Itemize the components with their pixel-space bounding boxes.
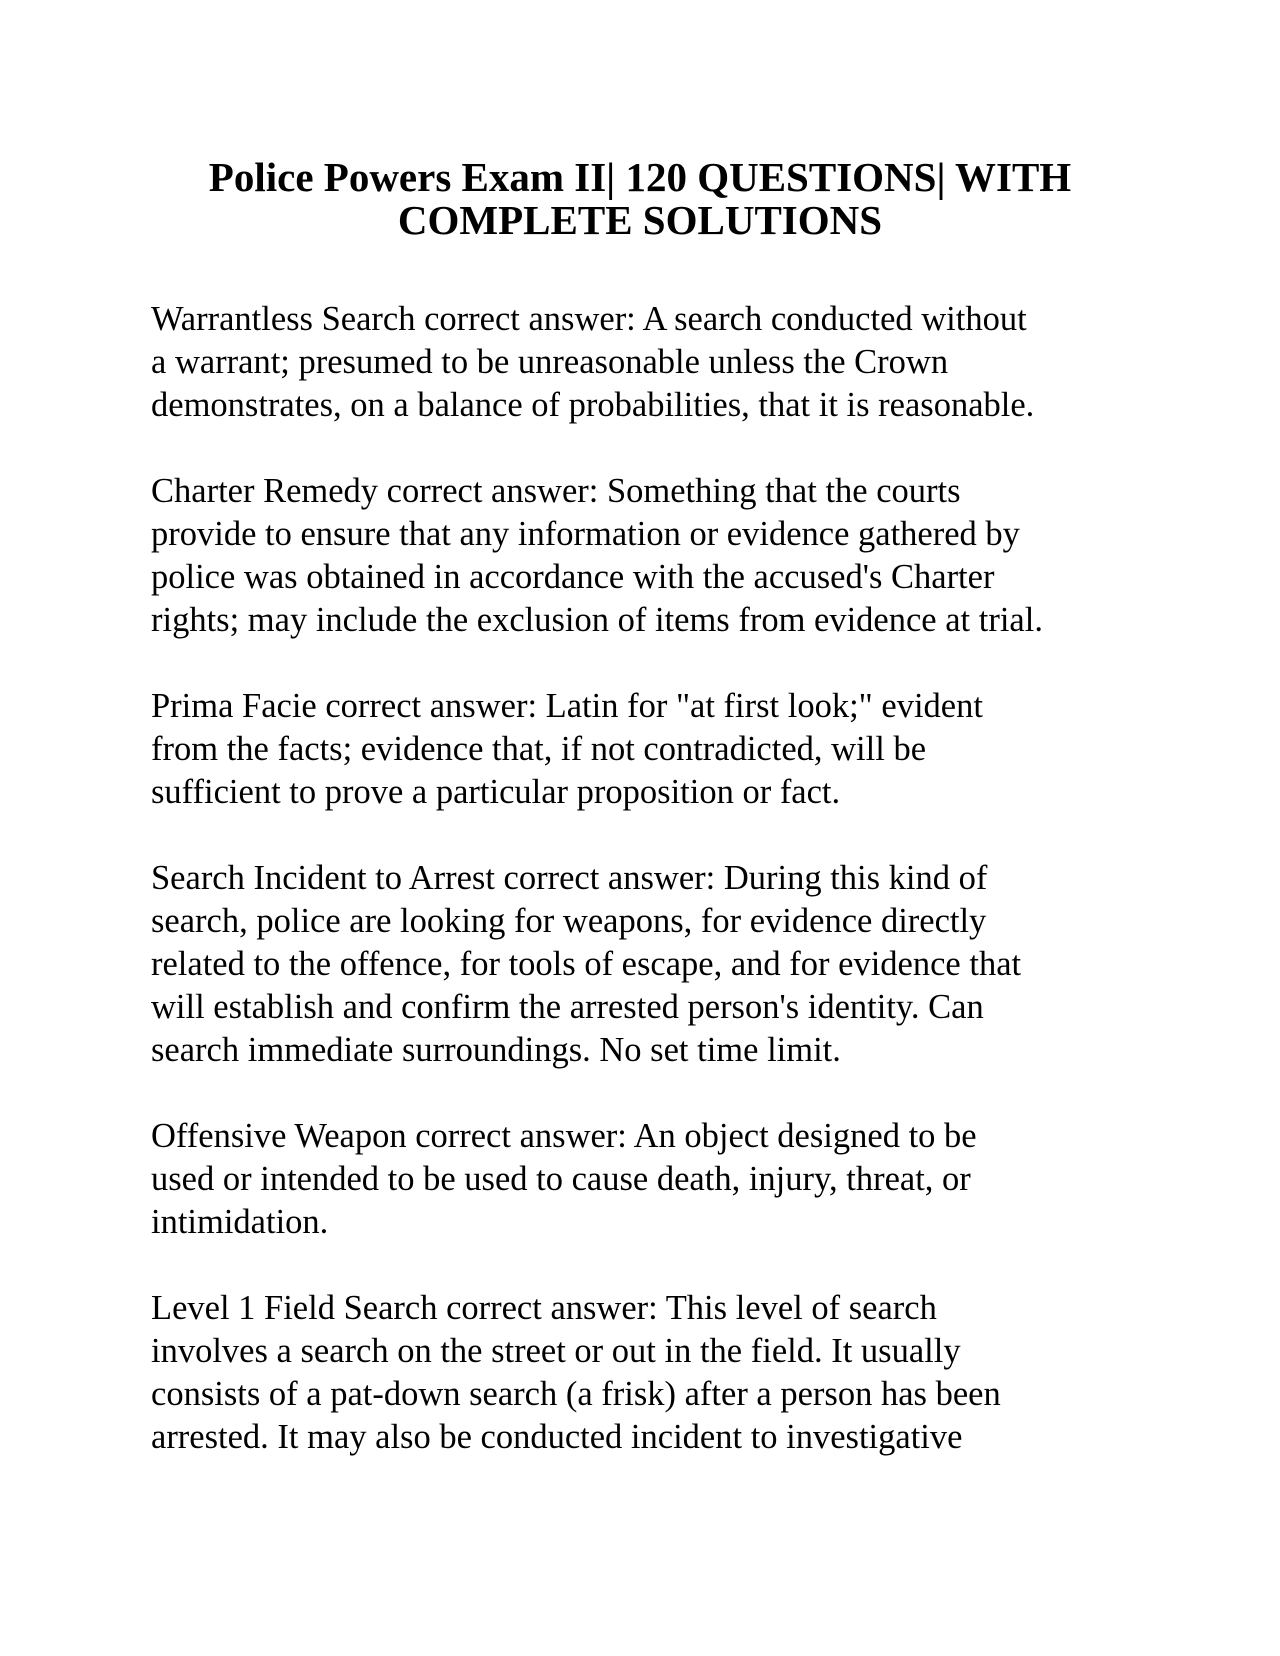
qa-entry-search-incident-to-arrest xyxy=(151,857,1141,1072)
entry-line: from the facts; evidence that, if not contradicted, will be xyxy=(151,730,927,768)
entry-line: Search Incident to Arrest correct answer: During this kind of xyxy=(151,859,988,897)
qa-entry-warrantless-search xyxy=(151,298,1141,427)
entry-line: Level 1 Field Search correct answer: This level of search xyxy=(151,1289,937,1327)
qa-entry-prima-facie xyxy=(151,685,1141,814)
qa-entry-level-1-field-search xyxy=(151,1287,1141,1459)
entry-line: provide to ensure that any information or evidence gathered by xyxy=(151,515,1020,553)
entry-line: Prima Facie correct answer: Latin for "at first look;" evident xyxy=(151,687,983,725)
entry-line: consists of a pat-down search (a frisk) after a person has been xyxy=(151,1375,1001,1413)
entry-line: a warrant; presumed to be unreasonable unless the Crown xyxy=(151,343,949,381)
entry-line: demonstrates, on a balance of probabilities, that it is reasonable. xyxy=(151,386,1035,424)
qa-entry-charter-remedy xyxy=(151,470,1141,642)
document-title xyxy=(140,151,1140,243)
title-line: Police Powers Exam II| 120 QUESTIONS| WITH xyxy=(208,154,1072,200)
entry-line: Offensive Weapon correct answer: An object designed to be xyxy=(151,1117,977,1155)
entry-line: used or intended to be used to cause death, injury, threat, or xyxy=(151,1160,971,1198)
qa-entry-offensive-weapon xyxy=(151,1115,1141,1244)
qa-entries xyxy=(151,298,1141,1502)
entry-line: police was obtained in accordance with the accused's Charter xyxy=(151,558,995,596)
entry-line: involves a search on the street or out in the field. It usually xyxy=(151,1332,961,1370)
entry-line: search, police are looking for weapons, for evidence directly xyxy=(151,902,987,940)
entry-line: related to the offence, for tools of escape, and for evidence that xyxy=(151,945,1022,983)
entry-line: Warrantless Search correct answer: A search conducted without xyxy=(151,300,1027,338)
entry-line: search immediate surroundings. No set time limit. xyxy=(151,1031,841,1069)
entry-line: Charter Remedy correct answer: Something that the courts xyxy=(151,472,961,510)
entry-line: sufficient to prove a particular proposition or fact. xyxy=(151,773,841,811)
entry-line: intimidation. xyxy=(151,1203,329,1241)
entry-line: arrested. It may also be conducted incident to investigative xyxy=(151,1418,963,1456)
entry-line: rights; may include the exclusion of items from evidence at trial. xyxy=(151,601,1043,639)
entry-line: will establish and confirm the arrested person's identity. Can xyxy=(151,988,984,1026)
title-line: COMPLETE SOLUTIONS xyxy=(397,197,883,243)
